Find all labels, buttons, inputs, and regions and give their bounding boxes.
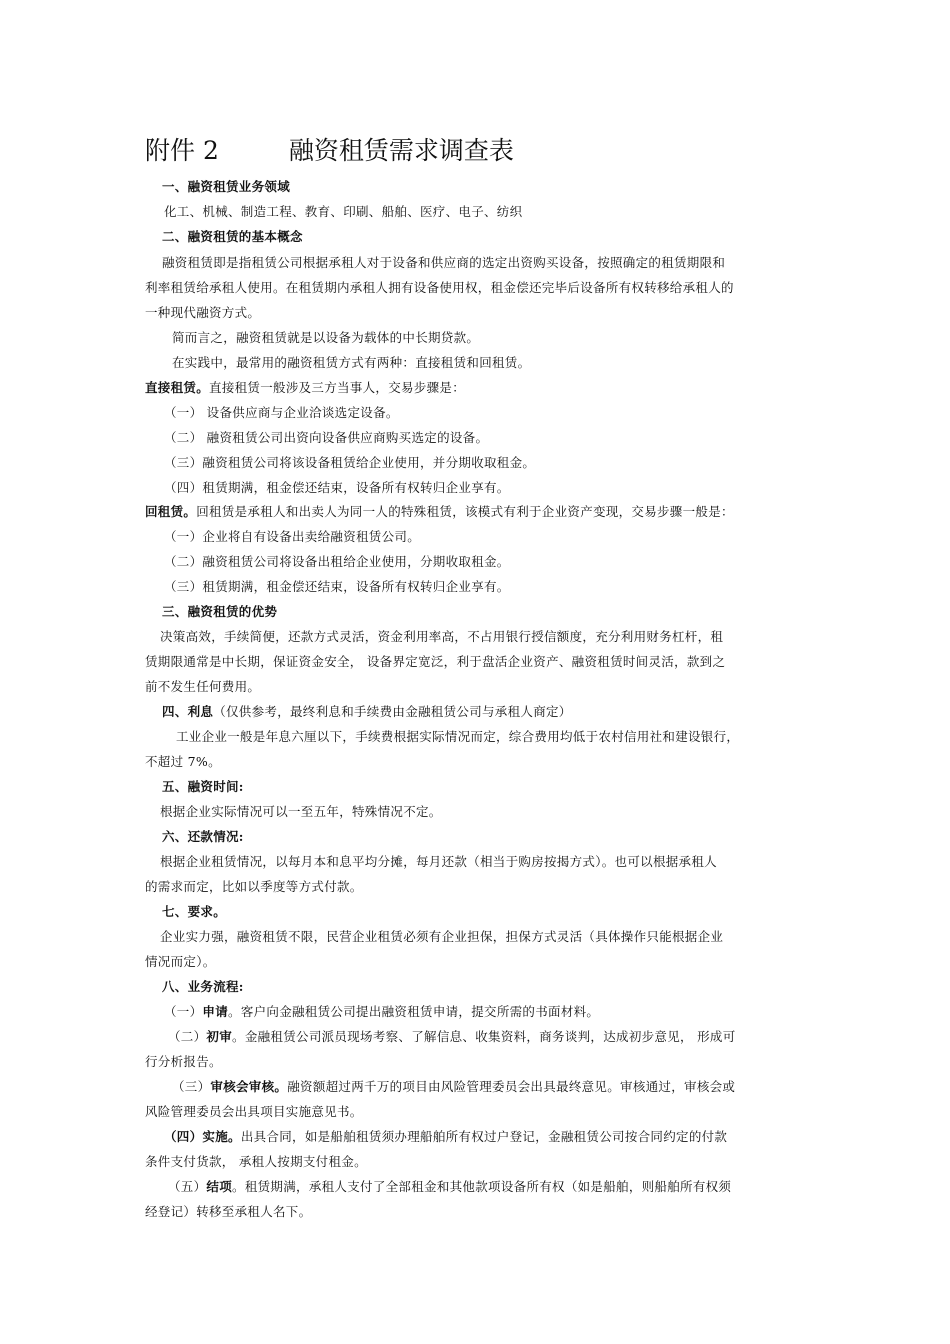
section-6-heading: 六、还款情况: (162, 829, 244, 844)
direct-lease-step: （一） 设备供应商与企业洽谈选定设备。 (164, 405, 399, 420)
section-3-line: 决策高效，手续简便，还款方式灵活，资金利用率高，不占用银行授信额度，充分利用财务杠杆，租 (160, 629, 724, 644)
section-6-line: 的需求而定，比如以季度等方式付款。 (145, 879, 363, 894)
step-label: 初审 (206, 1029, 233, 1044)
process-step-2-cont: 行分析报告。 (145, 1054, 222, 1069)
section-4-note: （仅供参考，最终利息和手续费由金融租赁公司与承租人商定） (213, 704, 572, 719)
step-number: （五） (168, 1179, 207, 1194)
document-title (145, 134, 514, 168)
section-8-heading: 八、业务流程: (162, 979, 244, 994)
section-7-line: 情况而定）。 (145, 954, 216, 969)
section-2-summary: 简而言之，融资租赁就是以设备为载体的中长期贷款。 (172, 330, 480, 345)
process-step-4 (164, 1128, 844, 1146)
section-3-line: 赁期限通常是中长期，保证资金安全， 设备界定宽泛，利于盘活企业资产、融资租赁时间灵活，款到之 (145, 654, 726, 669)
step-text: 。金融租赁公司派员现场考察、了解信息、收集资料，商务谈判，达成初步意见， 形成可 (232, 1029, 736, 1044)
title-main: 融资租赁需求调查表 (288, 136, 514, 165)
section-4-heading: 四、利息 (162, 704, 214, 719)
section-5-text: 根据企业实际情况可以一至五年，特殊情况不定。 (160, 804, 442, 819)
section-4-line: 不超过 7%。 (145, 754, 221, 769)
direct-lease-step: （三）融资租赁公司将该设备租赁给企业使用，并分期收取租金。 (164, 455, 536, 470)
process-step-3-cont: 风险管理委员会出具项目实施意见书。 (145, 1104, 363, 1119)
section-4-heading-row (162, 703, 842, 721)
process-step-5-cont: 经登记）转移至承租人名下。 (145, 1204, 312, 1219)
title-prefix: 附件 2 (145, 136, 219, 165)
process-step-3 (172, 1078, 852, 1096)
step-text: 融资额超过两千万的项目由风险管理委员会出具最终意见。审核通过，审核会或 (287, 1079, 736, 1094)
step-label: 结项 (206, 1179, 233, 1194)
direct-lease-step: （二） 融资租赁公司出资向设备供应商购买选定的设备。 (164, 430, 489, 445)
process-step-5 (168, 1178, 848, 1196)
leaseback-step: （一）企业将自有设备出卖给融资租赁公司。 (164, 529, 421, 544)
section-3-line: 前不发生任何费用。 (145, 679, 261, 694)
process-step-4-cont: 条件支付货款， 承租人按期支付租金。 (145, 1154, 367, 1169)
section-5-heading: 五、融资时间: (162, 779, 244, 794)
section-4-line: 工业企业一般是年息六厘以下，手续费根据实际情况而定，综合费用均低于农村信用社和建设银行， (176, 729, 740, 744)
leaseback-step: （二）融资租赁公司将设备出租给企业使用，分期收取租金。 (164, 554, 510, 569)
section-2-para-line: 一种现代融资方式。 (145, 305, 261, 320)
section-7-heading: 七、要求。 (162, 904, 227, 919)
process-step-1 (164, 1003, 844, 1021)
step-number: （一） (164, 1004, 203, 1019)
direct-lease-step: （四）租赁期满，租金偿还结束，设备所有权转归企业享有。 (164, 480, 510, 495)
section-1-heading: 一、融资租赁业务领域 (162, 179, 291, 194)
section-2-heading: 二、融资租赁的基本概念 (162, 229, 303, 244)
leaseback-intro (145, 503, 825, 521)
step-number: （三） (172, 1079, 211, 1094)
section-1-text: 化工、机械、制造工程、教育、印刷、船舶、医疗、电子、纺织 (164, 204, 523, 219)
section-3-heading: 三、融资租赁的优势 (162, 604, 278, 619)
leaseback-label: 回租赁。 (145, 504, 197, 519)
section-2-para-line: 利率租赁给承租人使用。在租赁期内承租人拥有设备使用权，租金偿还完毕后设备所有权转移给承租人的 (145, 280, 734, 295)
step-label: 审核会审核。 (210, 1079, 288, 1094)
step-label: 申请 (202, 1004, 229, 1019)
direct-lease-intro (145, 379, 825, 397)
process-step-2 (168, 1028, 848, 1046)
section-2-practice: 在实践中，最常用的融资租赁方式有两种：直接租赁和回租赁。 (172, 355, 531, 370)
direct-lease-text: 直接租赁一般涉及三方当事人，交易步骤是： (209, 380, 466, 395)
step-text: 。客户向金融租赁公司提出融资租赁申请，提交所需的书面材料。 (228, 1004, 600, 1019)
leaseback-text: 回租赁是承租人和出卖人为同一人的特殊租赁，该模式有利于企业资产变现，交易步骤一般是： (196, 504, 734, 519)
step-text: 出具合同，如是船舶租赁须办理船舶所有权过户登记，金融租赁公司按合同约定的付款 (240, 1129, 728, 1144)
step-label: （四）实施。 (164, 1129, 241, 1144)
section-2-para-line: 融资租赁即是指租赁公司根据承租人对于设备和供应商的选定出资购买设备，按照确定的租赁期限和 (162, 255, 726, 270)
leaseback-step: （三）租赁期满，租金偿还结束，设备所有权转归企业享有。 (164, 579, 510, 594)
step-number: （二） (168, 1029, 207, 1044)
direct-lease-label: 直接租赁。 (145, 380, 210, 395)
section-7-line: 企业实力强，融资租赁不限，民营企业租赁必须有企业担保，担保方式灵活（具体操作只能根据企业 (160, 929, 724, 944)
section-6-line: 根据企业租赁情况，以每月本和息平均分摊，每月还款（相当于购房按揭方式）。也可以根据承租人 (160, 854, 717, 869)
step-text: 。租赁期满，承租人支付了全部租金和其他款项设备所有权（如是船舶，则船舶所有权须 (232, 1179, 732, 1194)
